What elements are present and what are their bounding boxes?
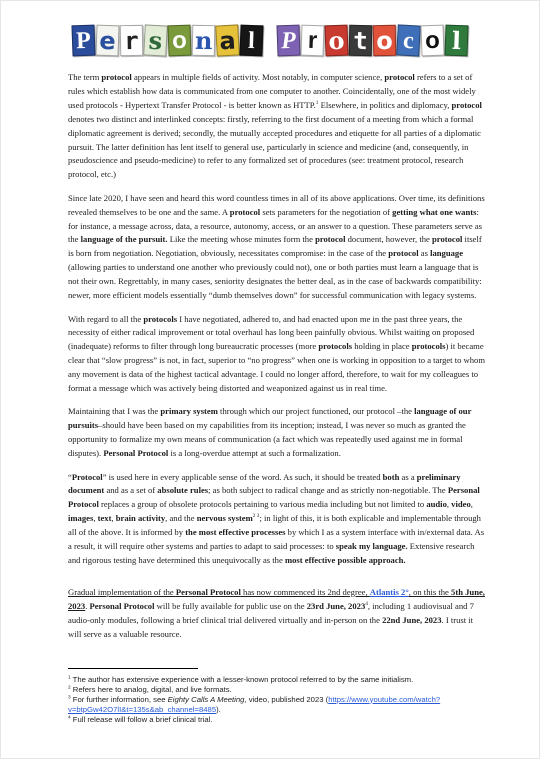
bold-text: nervous system — [196, 513, 253, 524]
bold-text: language of the pursuit. — [80, 234, 168, 245]
bold-text: protocols — [143, 313, 178, 324]
text-run: itself is born from negotiation. Negotiation, obviously, necessitates compromise: in the case of the — [68, 234, 482, 259]
title-letter: r — [119, 24, 143, 55]
text-run: sets parameters for the negotiation of — [260, 206, 393, 217]
text-run: , — [93, 513, 98, 524]
bold-text: protocols — [318, 341, 353, 352]
footnote-reference: 4 — [365, 600, 368, 607]
bold-text: both — [382, 471, 400, 482]
text-run: : for instance, a message across, data, a resource, autonomy, access, or an answer to a question. These parameters serve as the — [68, 206, 483, 245]
bold-text: getting what one wants — [392, 206, 477, 217]
title-space — [264, 35, 276, 45]
bold-text: preliminary document — [68, 471, 461, 496]
title-letter: c — [396, 24, 421, 56]
bold-text: protocol — [229, 206, 261, 217]
text-run: and as a set of — [104, 485, 158, 496]
text-run: ; as both subject to radical change and as strictly non-negotiable. The — [208, 485, 448, 496]
body-paragraph — [68, 586, 486, 642]
footnote — [68, 685, 488, 695]
link[interactable]: Atlantis 2° — [369, 586, 409, 597]
text-run: has now commenced its 2nd degree, — [240, 586, 370, 597]
link[interactable]: https://www.youtube.com/watch?v=btpGw42O7lI&t=135s&ab_channel=8485 — [68, 694, 441, 714]
body-paragraph — [68, 405, 486, 461]
text-run: replaces a group of obsolete protocols pertaining to various media including but not limited to — [98, 499, 427, 510]
bold-text: Personal Protocol — [175, 586, 241, 597]
title-letter: e — [95, 24, 119, 56]
document-body — [68, 71, 486, 642]
title-letter: n — [191, 24, 215, 55]
bold-text: the most effective processes — [185, 527, 286, 538]
title-letter: o — [167, 24, 191, 56]
title-letter: l — [240, 24, 264, 56]
text-run: . I trust it will serve as a valuable resource. — [68, 614, 474, 639]
bold-text: absolute rules — [157, 485, 209, 496]
bold-text: protocol — [101, 72, 132, 82]
footnote-reference: 3 — [68, 694, 71, 700]
italic-text: Eighty Calls A Meeting — [167, 694, 245, 704]
text-run: ) it became clear that “slow progress” is not, in fact, superior to “no progress” when one is working in opposition to a target to whom any movement is data of the highest tactical advantage. I could no longer afford, therefore, to wait for my colleagues to format a message which was actively being distorted and weaponized against us in real time. — [68, 341, 486, 394]
title-letter: o — [325, 24, 349, 56]
bold-text: Personal Protocol — [103, 448, 169, 459]
title-letter: o — [421, 24, 445, 56]
text-run: appears in multiple fields of activity. Most notably, in computer science, — [131, 72, 385, 82]
bold-text: text — [97, 513, 112, 524]
bold-text: Protocol — [71, 471, 103, 482]
title-letter: P — [277, 24, 301, 56]
text-run: by which I as a system interface with in/external data. As a result, it will require other systems and parties to adapt to said processes: to — [68, 527, 485, 552]
title-letter: o — [373, 24, 397, 55]
text-run: Gradual implementation of the — [68, 586, 176, 597]
text-run: ; in light of this, it is both explicable and implementable through all of the above. It is informed by — [68, 513, 481, 538]
text-run: Maintaining that I was the — [68, 406, 161, 417]
text-run: ” is used here in every applicable sense of the word. As such, it should be treated — [102, 471, 383, 482]
bold-text: audio — [426, 499, 447, 510]
text-run: The author has extensive experience with a lesser-known protocol referred to by the same initialism. — [70, 674, 414, 684]
footnote-list — [68, 675, 488, 725]
footnote — [68, 675, 488, 685]
body-paragraph — [68, 471, 486, 568]
footnote-reference: 4 — [68, 714, 71, 720]
text-run: I have negotiated, adhered to, and had enacted upon me in the past three years, the necessity of either radical improvement or total overhaul has long been painfully obvious. Whilst waiting on proposed (inadequate) reforms to filter through long bureaucratic processes (more — [68, 313, 475, 352]
text-run: For further information, see — [70, 694, 168, 704]
title-letter: a — [215, 24, 240, 56]
bold-text: protocol — [315, 234, 346, 245]
bold-text: protocol — [384, 72, 415, 82]
bold-text: Personal Protocol — [89, 600, 155, 611]
body-paragraph — [68, 313, 486, 396]
text-run: ). — [216, 704, 221, 714]
text-run: , — [111, 513, 116, 524]
page-title — [58, 20, 482, 60]
bold-text: speak my language. — [335, 541, 408, 552]
text-run: document, however, the — [345, 234, 432, 245]
bold-text: brain activity — [115, 513, 166, 524]
text-run: Like the meeting whose minutes form the — [167, 234, 316, 245]
text-run: “ — [68, 471, 72, 482]
footnote-divider — [68, 668, 198, 669]
text-run: Elsewhere, in politics and diplomacy, — [318, 99, 452, 110]
bold-text: language of our pursuits — [68, 406, 472, 431]
text-run: , including 1 audiovisual and 7 audio-only modules, following a brief clinical trial delivered virtually and in-person on the — [68, 600, 474, 625]
bold-text: Personal Protocol — [68, 485, 480, 510]
bold-text: protocol — [451, 99, 482, 110]
title-letter: r — [301, 24, 325, 56]
footnote-reference: 1 — [315, 99, 319, 106]
text-run: With regard to all the — [68, 313, 144, 324]
footnote-reference: 1 — [68, 674, 71, 680]
footnote-reference: 2 3 — [252, 513, 260, 520]
bold-text: images — [68, 513, 94, 524]
bold-text: protocol — [388, 248, 419, 259]
bold-text: 22nd June, 2023 — [382, 614, 442, 625]
bold-text: most effective possible approach. — [284, 555, 406, 565]
bold-text: language — [430, 248, 464, 259]
bold-text: protocol — [432, 234, 463, 245]
footnote — [68, 695, 488, 715]
footnote — [68, 715, 488, 725]
bold-text: 23rd June, 2023 — [306, 600, 366, 611]
text-run: , on this the — [408, 586, 452, 597]
text-run: Refers here to analog, digital, and live formats. — [70, 684, 232, 694]
text-run: denotes two distinct and interlinked concepts: firstly, referring to the first document of a meeting from which a formal diplomatic agreement is derived; secondly, the mutually accepted procedures and etiquette for all parties of a diplomatic pursuit. The latter definition has lent itself to general use, particularly in science and medicine (and, consequently, in pseudoscience and pseudo-medicine) to refer to any formalized set of procedures (see: treatment protocol, research protocol, etc.) — [68, 113, 481, 180]
text-run: , — [470, 499, 473, 510]
body-paragraph — [68, 192, 486, 303]
text-run: (allowing parties to understand one another who previously could not), one or both parties must learn a language that is not their own. Regrettably, in many cases, seniority designates the better deal, as in the case of backwards compatibility: newer, more efficient models essentially “dumb themselves down” for successful communication with legacy systems. — [68, 262, 482, 301]
title-letter: t — [349, 24, 373, 55]
title-letter: l — [445, 24, 469, 56]
text-run: . — [85, 600, 90, 611]
text-run: Since late 2020, I have seen and heard this word countless times in all of its above applications. Over time, its definitions revealed themselves to be one and the same. A — [68, 192, 485, 217]
footnote-reference: 2 — [68, 684, 71, 690]
title-letter: P — [71, 24, 95, 56]
text-run: as — [418, 248, 431, 259]
text-run: holding in place — [352, 341, 412, 352]
bold-text: primary system — [160, 406, 218, 417]
bold-text: video — [451, 499, 471, 510]
text-run: , and the — [165, 513, 197, 524]
bold-text: protocols — [411, 341, 446, 352]
text-run: refers to a set of rules which establish how data is communicated from one computer to another. Coincidentally, one of the most widely used protocols - Hypertext Transfer Protocol - is better known as HTTP. — [68, 72, 476, 110]
text-run: The term — [68, 72, 102, 82]
text-run: is a long-overdue attempt at such a formalization. — [168, 448, 341, 459]
bold-text: 5th June, 2023 — [68, 586, 485, 611]
text-run: Extensive research and rigorous testing have determined this unequivocally as the — [68, 541, 475, 565]
text-run: Full release will follow a brief clinical trial. — [70, 714, 213, 724]
text-run: as a — [399, 471, 417, 482]
body-paragraph — [68, 71, 486, 182]
text-run: , video, published 2023 ( — [244, 694, 329, 704]
footnotes — [68, 668, 488, 725]
text-run: , — [446, 499, 452, 510]
text-run: –should have been based on my capabilities from its inception; instead, I was never so much as granted the opportunity to formalize my own means of communication (a fact which was repeatedly used against me in formal disputes). — [68, 420, 466, 459]
text-run: through which our project functioned, our protocol –the — [217, 406, 415, 417]
title-letter: s — [143, 24, 168, 56]
text-run: will be fully available for public use on the — [154, 600, 307, 611]
